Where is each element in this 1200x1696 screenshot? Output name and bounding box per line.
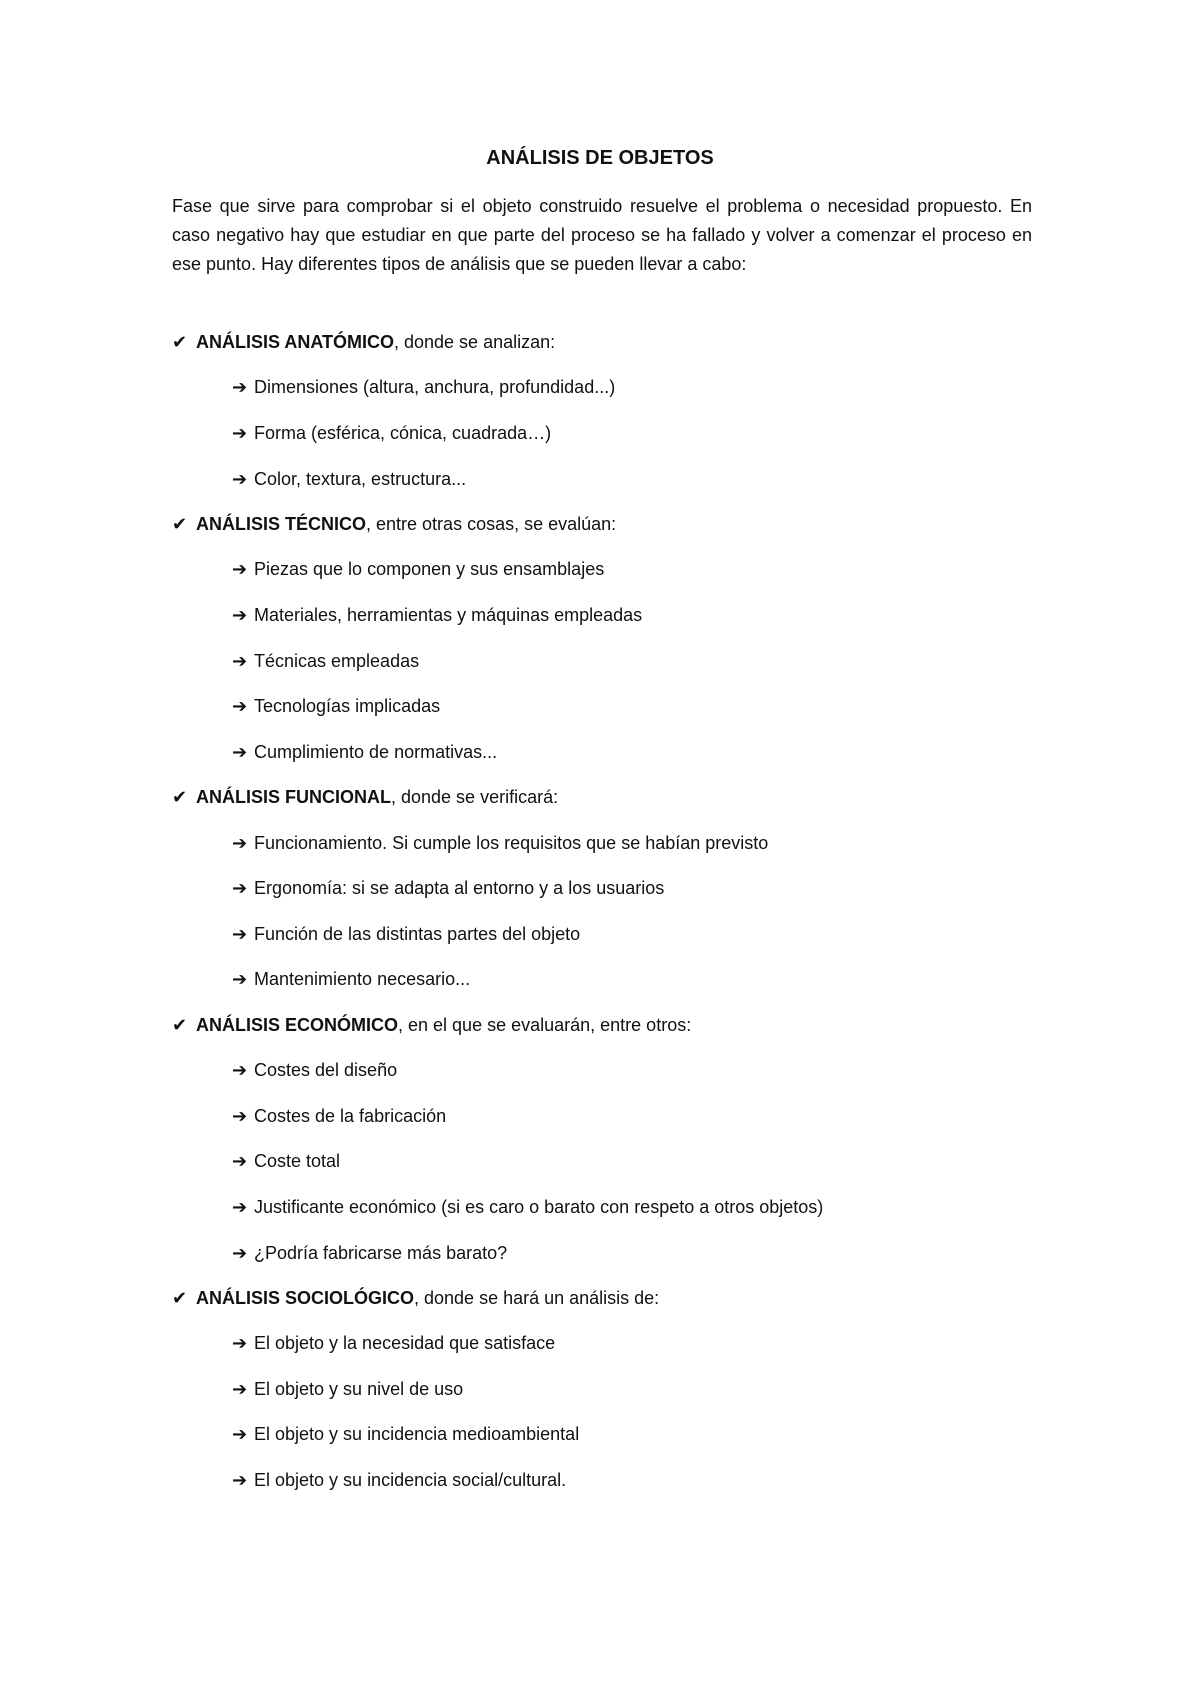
section-suffix: , donde se verificará: [391, 787, 559, 807]
arrow-icon: ➔ [232, 1151, 248, 1171]
list-item [232, 1331, 1052, 1355]
list-item-text: Piezas que lo componen y sus ensamblajes [254, 559, 605, 579]
list-item [232, 1422, 1052, 1446]
list-item [232, 967, 1052, 991]
arrow-icon: ➔ [232, 423, 248, 443]
list-item-text: Cumplimiento de normativas... [254, 742, 498, 762]
section-suffix: , entre otras cosas, se evalúan: [366, 514, 617, 534]
arrow-icon: ➔ [232, 1243, 248, 1263]
list-item [232, 421, 1052, 445]
section-heading-funcional [172, 785, 1032, 809]
arrow-icon: ➔ [232, 1106, 248, 1126]
arrow-icon: ➔ [232, 651, 248, 671]
list-item-text: Tecnologías implicadas [254, 696, 441, 716]
list-item-text: Funcionamiento. Si cumple los requisitos que se habían previsto [254, 833, 769, 853]
list-item [232, 1149, 1052, 1173]
intro-paragraph: Fase que sirve para comprobar si el objeto construido resuelve el problema o necesidad propuesto. En caso negativo hay que estudiar en que parte del proceso se ha fallado y volver a comenzar el proceso en ese punto. Hay diferentes tipos de análisis que se pueden llevar a cabo: [172, 196, 1032, 274]
list-item [232, 740, 1052, 764]
section-suffix: , donde se analizan: [394, 332, 556, 352]
list-item [232, 694, 1052, 718]
list-item-text: Ergonomía: si se adapta al entorno y a los usuarios [254, 878, 665, 898]
list-item-text: El objeto y su incidencia medioambiental [254, 1424, 580, 1444]
list-item [232, 1195, 1052, 1219]
section-heading-anatomico [172, 330, 1032, 354]
section-name: ANÁLISIS ANATÓMICO [196, 332, 394, 352]
arrow-icon: ➔ [232, 469, 248, 489]
document-title: ANÁLISIS DE OBJETOS [486, 147, 714, 169]
arrow-icon: ➔ [232, 742, 248, 762]
section-name: ANÁLISIS TÉCNICO [196, 514, 367, 534]
list-item-text: Forma (esférica, cónica, cuadrada…) [254, 423, 552, 443]
list-item-text: El objeto y su incidencia social/cultural. [254, 1470, 567, 1490]
arrow-icon: ➔ [232, 377, 248, 397]
list-item-text: Mantenimiento necesario... [254, 969, 471, 989]
list-item-text: Coste total [254, 1151, 341, 1171]
checkmark-icon: ✔ [172, 332, 188, 352]
section-suffix: , donde se hará un análisis de: [414, 1288, 660, 1308]
list-item-text: ¿Podría fabricarse más barato? [254, 1243, 508, 1263]
arrow-icon: ➔ [232, 1379, 248, 1399]
list-item-text: El objeto y la necesidad que satisface [254, 1333, 556, 1353]
section-heading-sociologico [172, 1286, 1032, 1310]
list-item-text: Costes de la fabricación [254, 1106, 447, 1126]
arrow-icon: ➔ [232, 559, 248, 579]
list-item [232, 1241, 1052, 1265]
list-item [232, 1104, 1052, 1128]
list-item-text: El objeto y su nivel de uso [254, 1379, 464, 1399]
list-item [232, 375, 1052, 399]
list-item [232, 1377, 1052, 1401]
section-name: ANÁLISIS FUNCIONAL [196, 787, 391, 807]
list-item [232, 603, 1052, 627]
list-item [232, 1058, 1052, 1082]
arrow-icon: ➔ [232, 924, 248, 944]
arrow-icon: ➔ [232, 969, 248, 989]
list-item-text: Costes del diseño [254, 1060, 398, 1080]
list-item [232, 1468, 1052, 1492]
list-item-text: Materiales, herramientas y máquinas empleadas [254, 605, 643, 625]
arrow-icon: ➔ [232, 1060, 248, 1080]
arrow-icon: ➔ [232, 1424, 248, 1444]
section-name: ANÁLISIS SOCIOLÓGICO [196, 1288, 415, 1308]
list-item [232, 876, 1052, 900]
arrow-icon: ➔ [232, 1197, 248, 1217]
checkmark-icon: ✔ [172, 787, 188, 807]
list-item-text: Justificante económico (si es caro o barato con respeto a otros objetos) [254, 1197, 824, 1217]
list-item [232, 922, 1052, 946]
checkmark-icon: ✔ [172, 1015, 188, 1035]
arrow-icon: ➔ [232, 878, 248, 898]
list-item-text: Función de las distintas partes del objeto [254, 924, 581, 944]
section-heading-economico [172, 1013, 1032, 1037]
list-item [232, 557, 1052, 581]
arrow-icon: ➔ [232, 696, 248, 716]
section-name: ANÁLISIS ECONÓMICO [196, 1015, 399, 1035]
list-item-text: Color, textura, estructura... [254, 469, 467, 489]
list-item [232, 467, 1052, 491]
section-suffix: , en el que se evaluarán, entre otros: [398, 1015, 692, 1035]
checkmark-icon: ✔ [172, 514, 188, 534]
list-item-text: Dimensiones (altura, anchura, profundidad...) [254, 377, 616, 397]
checkmark-icon: ✔ [172, 1288, 188, 1308]
section-heading-tecnico [172, 512, 1032, 536]
arrow-icon: ➔ [232, 1470, 248, 1490]
list-item [232, 649, 1052, 673]
arrow-icon: ➔ [232, 1333, 248, 1353]
list-item-text: Técnicas empleadas [254, 651, 420, 671]
list-item [232, 831, 1052, 855]
arrow-icon: ➔ [232, 833, 248, 853]
arrow-icon: ➔ [232, 605, 248, 625]
